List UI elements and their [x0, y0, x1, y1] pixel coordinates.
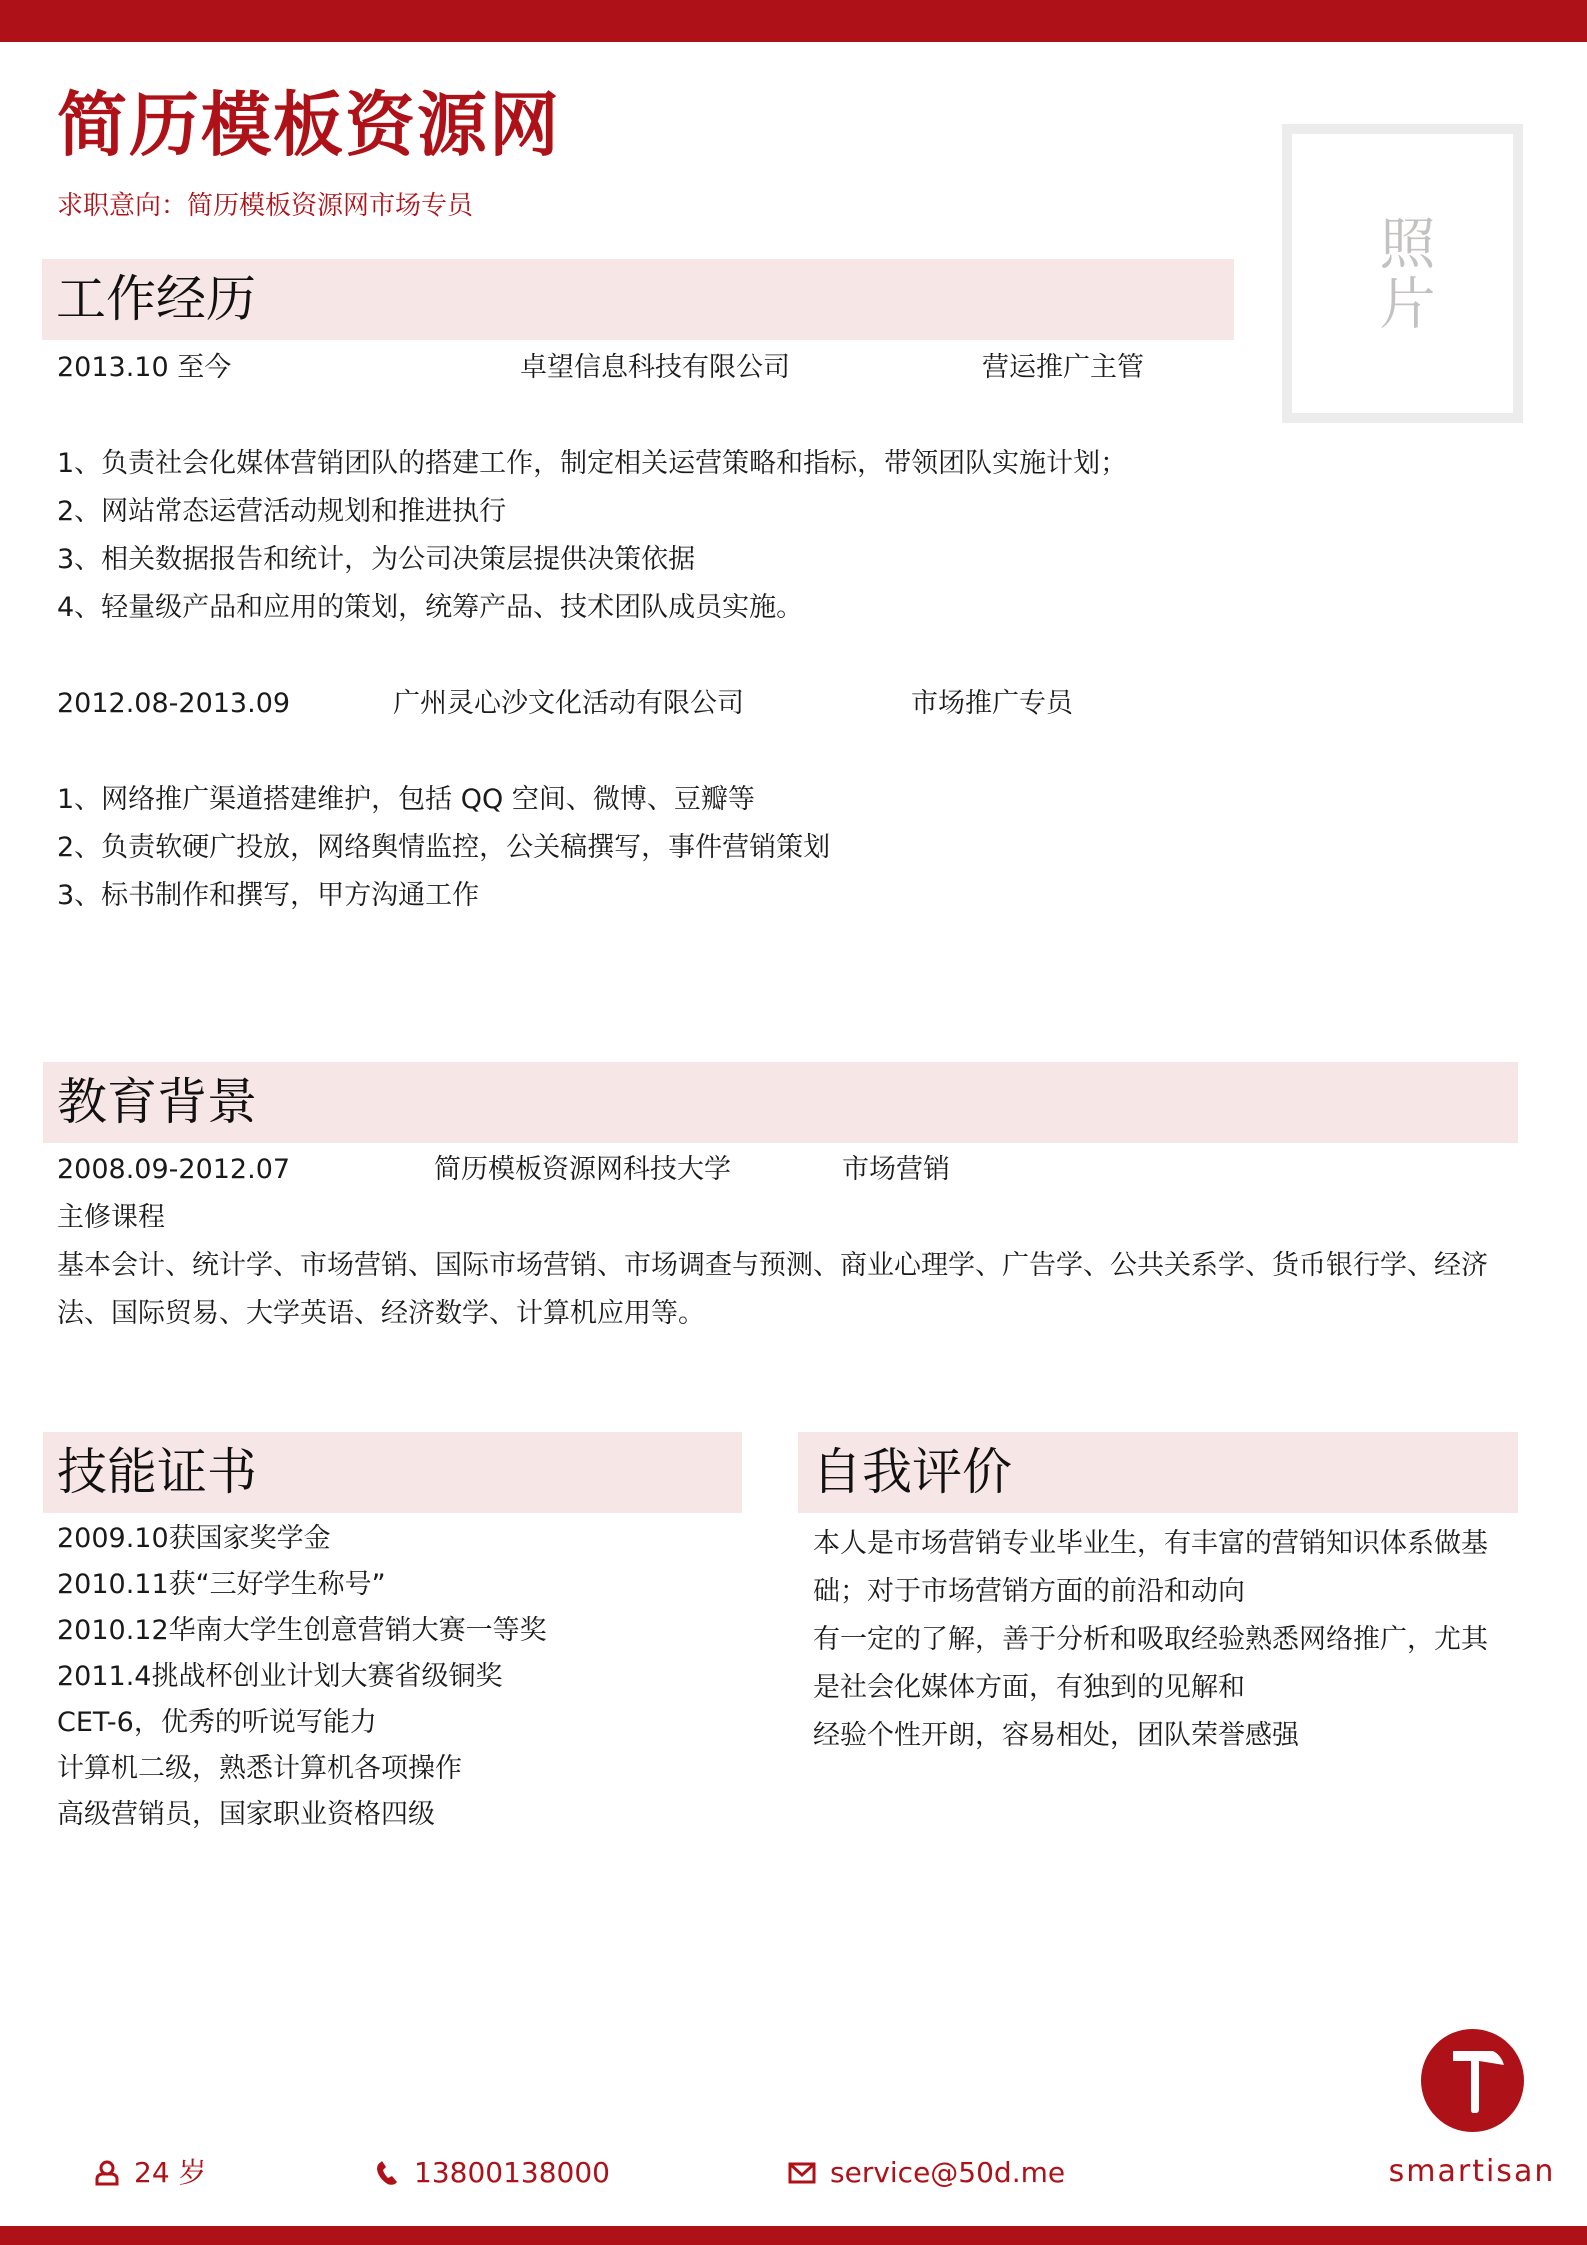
- job-intent: 求职意向：简历模板资源网市场专员: [57, 191, 474, 221]
- skill-item: 2009.10获国家奖学金: [57, 1523, 331, 1554]
- section-title-work: 工作经历: [56, 270, 256, 328]
- edu-major: 市场营销: [842, 1154, 950, 1185]
- applicant-name: 简历模板资源网: [57, 84, 561, 166]
- skill-item: 2010.11获“三好学生称号”: [57, 1569, 386, 1600]
- job-duty: 3、相关数据报告和统计，为公司决策层提供决策依据: [57, 544, 696, 575]
- job-duty: 2、负责软硬广投放，网络舆情监控，公关稿撰写，事件营销策划: [57, 832, 831, 863]
- section-header-skills: [43, 1432, 742, 1513]
- job-duty: 1、网络推广渠道搭建维护，包括 QQ 空间、微博、豆瓣等: [57, 784, 755, 815]
- edu-period: 2008.09-2012.07: [57, 1154, 291, 1185]
- job-company: 卓望信息科技有限公司: [520, 352, 790, 383]
- section-header-education: [43, 1062, 1518, 1143]
- mail-icon: [788, 2162, 816, 2184]
- job-duty: 2、网站常态运营活动规划和推进执行: [57, 496, 507, 527]
- job-duty: 4、轻量级产品和应用的策划，统筹产品、技术团队成员实施。: [57, 592, 804, 623]
- skill-item: 2011.4挑战杯创业计划大赛省级铜奖: [57, 1661, 503, 1692]
- contact-phone: [376, 2155, 610, 2191]
- logo-brand-text: smartisan: [1388, 2154, 1556, 2189]
- section-header-self-eval: [798, 1432, 1518, 1513]
- job-period: 2012.08-2013.09: [57, 688, 291, 719]
- email-text[interactable]: service@50d.me: [830, 2156, 1066, 2189]
- self-eval-line: 有一定的了解，善于分析和吸取经验熟悉网络推广，尤其: [813, 1624, 1488, 1655]
- skills-list: [57, 1516, 547, 1838]
- logo-t-icon: [1421, 2029, 1524, 2132]
- smartisan-logo: [1387, 2029, 1557, 2190]
- contact-email: [788, 2155, 1065, 2191]
- job-position: 市场推广专员: [911, 688, 1073, 719]
- courses-text: 基本会计、统计学、市场营销、国际市场营销、市场调查与预测、商业心理学、广告学、公共关系学、货币银行学、经济法、国际贸易、大学英语、经济数学、计算机应用等。: [57, 1250, 1488, 1329]
- job-company: 广州灵心沙文化活动有限公司: [393, 688, 744, 719]
- job-period: 2013.10 至今: [57, 352, 232, 383]
- self-eval-line: 是社会化媒体方面，有独到的见解和: [813, 1672, 1245, 1703]
- skill-item: 高级营销员，国家职业资格四级: [57, 1799, 435, 1830]
- skill-item: 计算机二级，熟悉计算机各项操作: [57, 1753, 462, 1784]
- contact-age: [94, 2155, 207, 2191]
- self-eval-line: 础；对于市场营销方面的前沿和动向: [813, 1576, 1245, 1607]
- user-icon: [94, 2160, 120, 2186]
- bottom-accent-bar: [0, 2226, 1587, 2245]
- section-title-skills: 技能证书: [57, 1443, 257, 1501]
- job-position: 营运推广主管: [982, 352, 1144, 383]
- self-eval-text: [813, 1520, 1488, 1760]
- skill-item: CET-6，优秀的听说写能力: [57, 1707, 377, 1738]
- skill-item: 2010.12华南大学生创意营销大赛一等奖: [57, 1615, 547, 1646]
- courses-label: 主修课程: [57, 1202, 165, 1233]
- job-duty: 3、标书制作和撰写，甲方沟通工作: [57, 880, 480, 911]
- section-title-education: 教育背景: [57, 1073, 257, 1131]
- age-text: 24 岁: [134, 2156, 207, 2189]
- phone-icon: [376, 2160, 400, 2186]
- self-eval-line: 本人是市场营销专业毕业生，有丰富的营销知识体系做基: [813, 1528, 1488, 1559]
- section-header-work: [42, 259, 1234, 340]
- top-accent-bar: [0, 0, 1587, 42]
- photo-frame[interactable]: [1282, 124, 1523, 423]
- section-title-self-eval: 自我评价: [812, 1443, 1012, 1501]
- phone-text[interactable]: 13800138000: [414, 2156, 610, 2189]
- photo-placeholder-text: 照片: [1370, 213, 1436, 334]
- edu-school: 简历模板资源网科技大学: [434, 1154, 731, 1185]
- job-duty: 1、负责社会化媒体营销团队的搭建工作，制定相关运营策略和指标，带领团队实施计划；: [57, 448, 1128, 479]
- self-eval-line: 经验个性开朗，容易相处，团队荣誉感强: [813, 1720, 1299, 1751]
